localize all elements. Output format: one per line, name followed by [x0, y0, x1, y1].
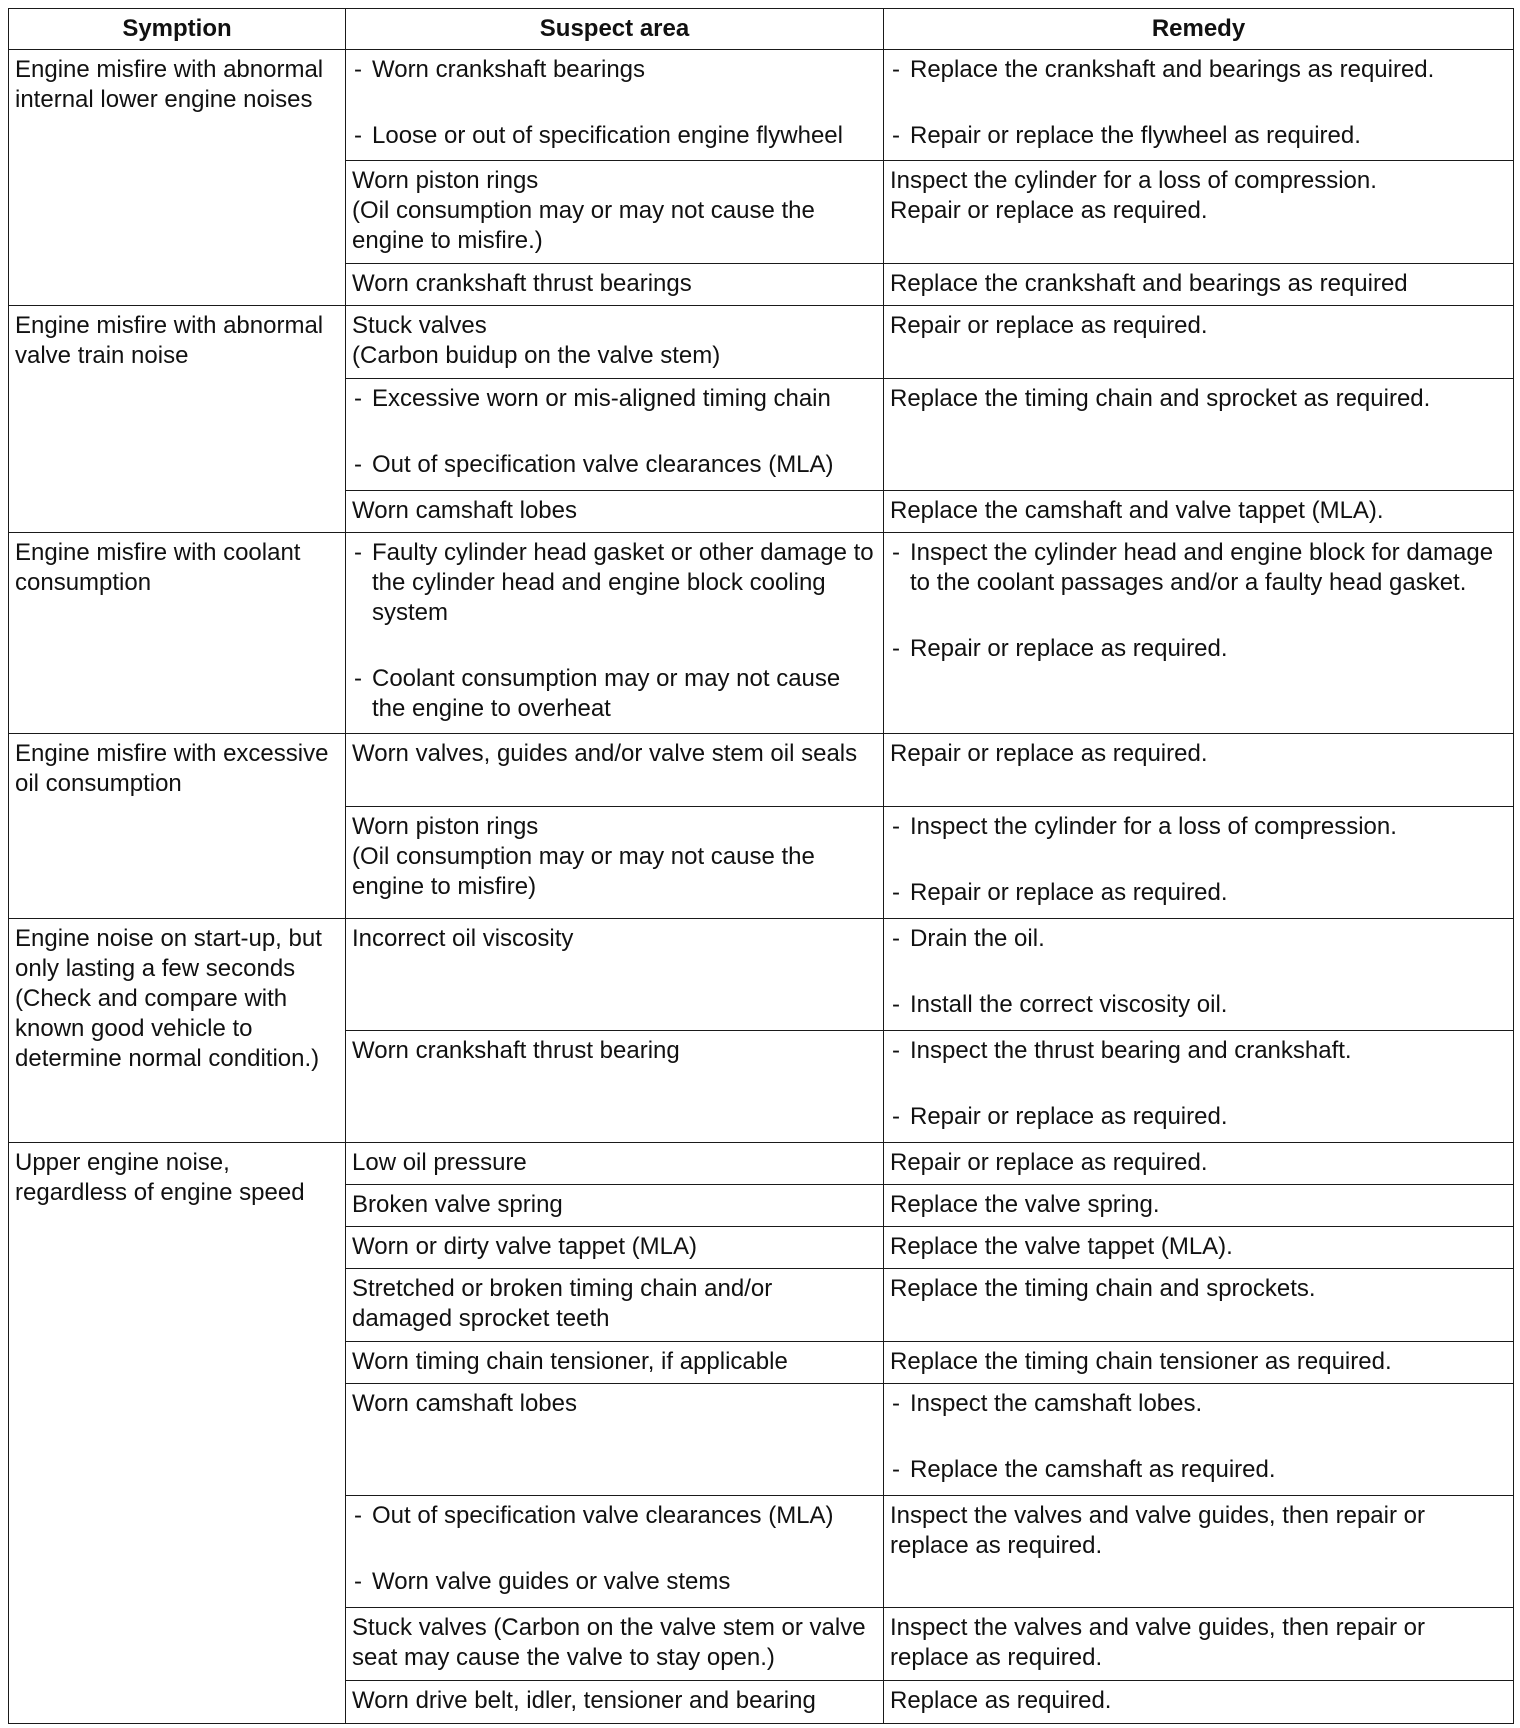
suspect-area-item: - Out of specification valve clearances (MLA) [352, 1501, 877, 1531]
suspect-area-cell [346, 533, 884, 734]
remedy-item: - Replace the camshaft as required. [890, 1455, 1507, 1485]
suspect-area-cell: Incorrect oil viscosity [346, 919, 884, 1031]
remedy-item: - Repair or replace as required. [890, 1102, 1507, 1132]
header-symptom: Symption [9, 9, 346, 50]
suspect-area-cell: Worn crankshaft thrust bearing [346, 1031, 884, 1143]
suspect-area-cell [346, 807, 884, 919]
remedy-item: - Inspect the cylinder head and engine block for damage to the coolant passages and/or a faulty head gasket. [890, 538, 1507, 598]
symptom-cell: Engine noise on start-up, but only lasting a few seconds (Check and compare with known good vehicle to determine normal condition.) [9, 919, 346, 1143]
remedy-cell: Inspect the valves and valve guides, then repair or replace as required. [884, 1608, 1514, 1681]
table-row [9, 306, 1514, 379]
remedy-cell [884, 1384, 1514, 1496]
remedy-item: - Repair or replace the flywheel as required. [890, 121, 1507, 151]
suspect-area-cell: Worn camshaft lobes [346, 491, 884, 533]
remedy-line: Inspect the cylinder for a loss of compression. [890, 167, 1377, 194]
suspect-area-line: (Carbon buidup on the valve stem) [352, 342, 721, 369]
remedy-cell [884, 807, 1514, 919]
suspect-area-cell: Worn drive belt, idler, tensioner and bearing [346, 1681, 884, 1724]
suspect-area-item: - Loose or out of specification engine flywheel [352, 121, 877, 151]
remedy-cell: Replace the camshaft and valve tappet (MLA). [884, 491, 1514, 533]
remedy-item: - Inspect the camshaft lobes. [890, 1389, 1507, 1419]
table-row [9, 1143, 1514, 1185]
suspect-area-cell [346, 306, 884, 379]
suspect-area-cell [346, 1496, 884, 1608]
suspect-area-cell: Broken valve spring [346, 1185, 884, 1227]
symptom-cell: Engine misfire with coolant consumption [9, 533, 346, 734]
header-suspect-area: Suspect area [346, 9, 884, 50]
suspect-area-cell: Worn crankshaft thrust bearings [346, 264, 884, 306]
suspect-area-item: - Out of specification valve clearances (MLA) [352, 450, 877, 480]
suspect-area-cell: Worn timing chain tensioner, if applicable [346, 1342, 884, 1384]
remedy-cell [884, 919, 1514, 1031]
suspect-area-item: - Worn valve guides or valve stems [352, 1567, 877, 1597]
suspect-area-item: - Faulty cylinder head gasket or other damage to the cylinder head and engine block cooling system [352, 538, 877, 628]
suspect-area-line: Stuck valves [352, 312, 487, 339]
remedy-cell: Replace the timing chain and sprocket as required. [884, 379, 1514, 491]
remedy-cell: Repair or replace as required. [884, 306, 1514, 379]
suspect-area-cell: Worn camshaft lobes [346, 1384, 884, 1496]
remedy-cell: Repair or replace as required. [884, 734, 1514, 807]
symptom-cell: Upper engine noise, regardless of engine speed [9, 1143, 346, 1724]
suspect-area-cell [346, 50, 884, 161]
suspect-area-cell [346, 161, 884, 264]
suspect-area-cell [346, 379, 884, 491]
remedy-item: - Repair or replace as required. [890, 878, 1507, 908]
table-row [9, 533, 1514, 734]
suspect-area-item: - Coolant consumption may or may not cause the engine to overheat [352, 664, 877, 724]
remedy-item: - Repair or replace as required. [890, 634, 1507, 664]
suspect-area-item: - Excessive worn or mis-aligned timing chain [352, 384, 877, 414]
remedy-cell [884, 161, 1514, 264]
remedy-cell: Inspect the valves and valve guides, then repair or replace as required. [884, 1496, 1514, 1608]
symptom-cell: Engine misfire with abnormal valve train noise [9, 306, 346, 533]
remedy-cell: Repair or replace as required. [884, 1143, 1514, 1185]
table-row [9, 734, 1514, 807]
remedy-cell: Replace as required. [884, 1681, 1514, 1724]
remedy-cell: Replace the valve spring. [884, 1185, 1514, 1227]
remedy-item: - Drain the oil. [890, 924, 1507, 954]
suspect-area-cell: Worn or dirty valve tappet (MLA) [346, 1227, 884, 1269]
remedy-cell: Replace the timing chain and sprockets. [884, 1269, 1514, 1342]
remedy-cell: Replace the timing chain tensioner as required. [884, 1342, 1514, 1384]
suspect-area-cell: Stuck valves (Carbon on the valve stem or valve seat may cause the valve to stay open.) [346, 1608, 884, 1681]
symptom-cell: Engine misfire with excessive oil consumption [9, 734, 346, 919]
remedy-cell [884, 1031, 1514, 1143]
suspect-area-line: Worn piston rings [352, 167, 539, 194]
remedy-line: Repair or replace as required. [890, 197, 1208, 224]
remedy-item: - Inspect the thrust bearing and crankshaft. [890, 1036, 1507, 1066]
remedy-item: - Inspect the cylinder for a loss of compression. [890, 812, 1507, 842]
remedy-cell [884, 50, 1514, 161]
symptom-cell: Engine misfire with abnormal internal lower engine noises [9, 50, 346, 306]
suspect-area-line: (Oil consumption may or may not cause the engine to misfire.) [352, 197, 815, 254]
suspect-area-line: Worn piston rings [352, 813, 539, 840]
header-row [9, 9, 1514, 50]
suspect-area-line: (Oil consumption may or may not cause the engine to misfire) [352, 843, 815, 900]
remedy-item: - Replace the crankshaft and bearings as required. [890, 55, 1507, 85]
remedy-cell: Replace the valve tappet (MLA). [884, 1227, 1514, 1269]
table-row [9, 50, 1514, 161]
remedy-cell [884, 533, 1514, 734]
header-remedy: Remedy [884, 9, 1514, 50]
suspect-area-cell: Low oil pressure [346, 1143, 884, 1185]
suspect-area-cell: Stretched or broken timing chain and/or damaged sprocket teeth [346, 1269, 884, 1342]
remedy-cell: Replace the crankshaft and bearings as required [884, 264, 1514, 306]
remedy-item: - Install the correct viscosity oil. [890, 990, 1507, 1020]
suspect-area-cell: Worn valves, guides and/or valve stem oil seals [346, 734, 884, 807]
table-body [9, 50, 1514, 1724]
suspect-area-item: - Worn crankshaft bearings [352, 55, 877, 85]
table-row [9, 919, 1514, 1031]
symptom-table [8, 8, 1514, 1724]
diagnostic-document [8, 8, 1513, 1721]
